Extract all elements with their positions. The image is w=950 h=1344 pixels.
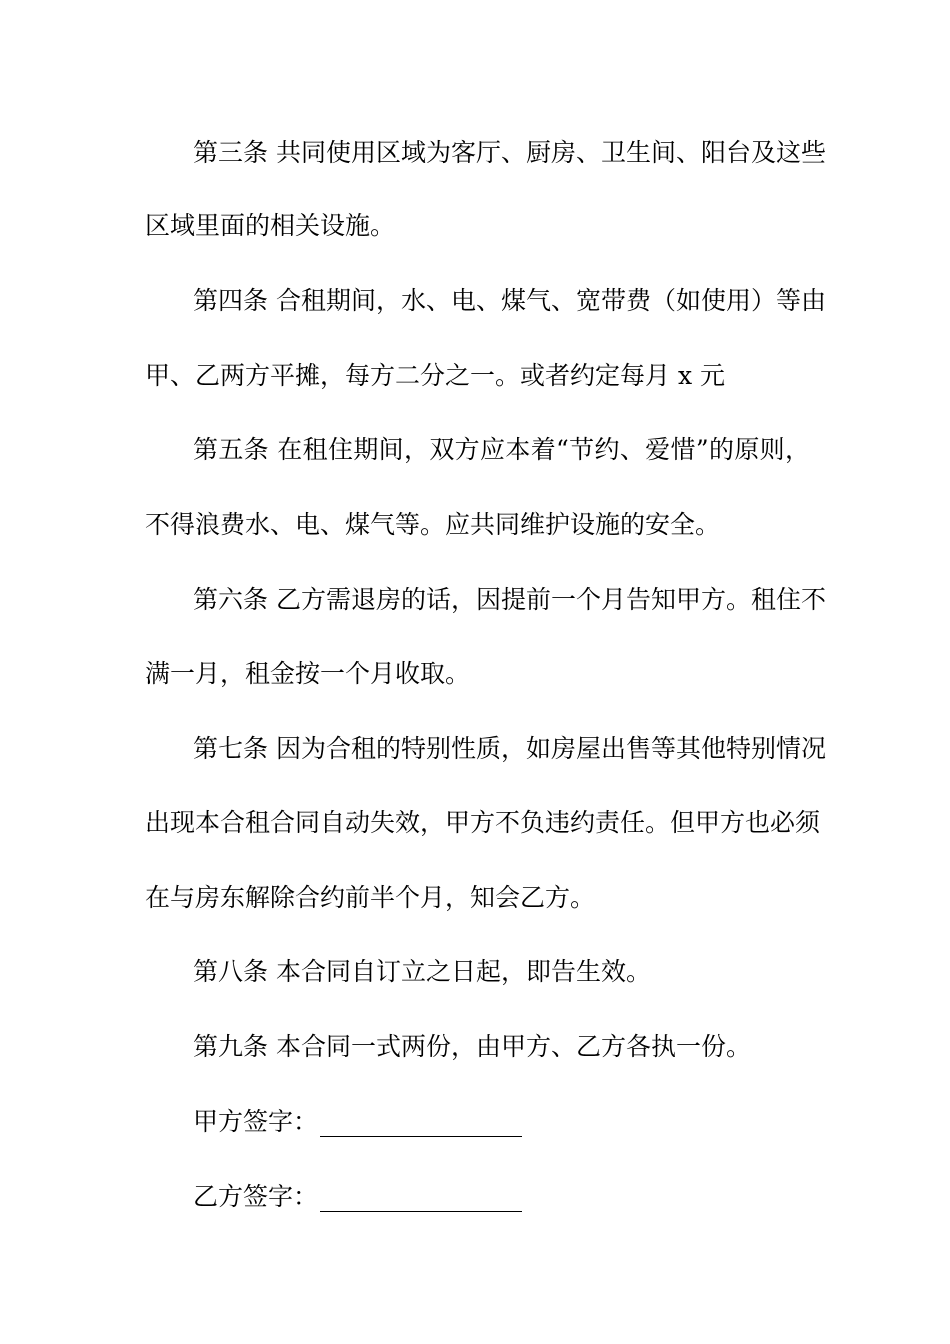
article-7-line-2: 出现本合租合同自动失效，甲方不负违约责任。但甲方也必须 [145, 808, 821, 837]
article-9-line-1: 第九条 本合同一式两份，由甲方、乙方各执一份。 [193, 1032, 751, 1061]
party-b-signature-label: 乙方签字： [193, 1182, 319, 1211]
article-6-line-2: 满一月，租金按一个月收取。 [145, 659, 471, 688]
party-a-signature [193, 1107, 522, 1137]
party-b-signature [193, 1182, 522, 1212]
article-4-line-1: 第四条 合租期间，水、电、煤气、宽带费（如使用）等由 [193, 286, 826, 315]
article-5-line-2: 不得浪费水、电、煤气等。应共同维护设施的安全。 [145, 510, 721, 539]
party-b-signature-blank[interactable] [320, 1185, 522, 1212]
article-8-line-1: 第八条 本合同自订立之日起，即告生效。 [193, 957, 651, 986]
article-7-line-1: 第七条 因为合租的特别性质，如房屋出售等其他特别情况 [193, 734, 826, 763]
article-6-line-1: 第六条 乙方需退房的话，因提前一个月告知甲方。租住不 [193, 585, 826, 614]
article-4-line-2: 甲、乙两方平摊，每方二分之一。或者约定每月 x 元 [145, 361, 725, 390]
article-3-line-1: 第三条 共同使用区域为客厅、厨房、卫生间、阳台及这些 [193, 138, 826, 167]
article-3-line-2: 区域里面的相关设施。 [145, 211, 396, 240]
article-5-line-1: 第五条 在租住期间，双方应本着“节约、爱惜”的原则， [193, 435, 810, 464]
article-7-line-3: 在与房东解除合约前半个月，知会乙方。 [145, 883, 596, 912]
party-a-signature-label: 甲方签字： [193, 1107, 319, 1136]
party-a-signature-blank[interactable] [320, 1110, 522, 1137]
